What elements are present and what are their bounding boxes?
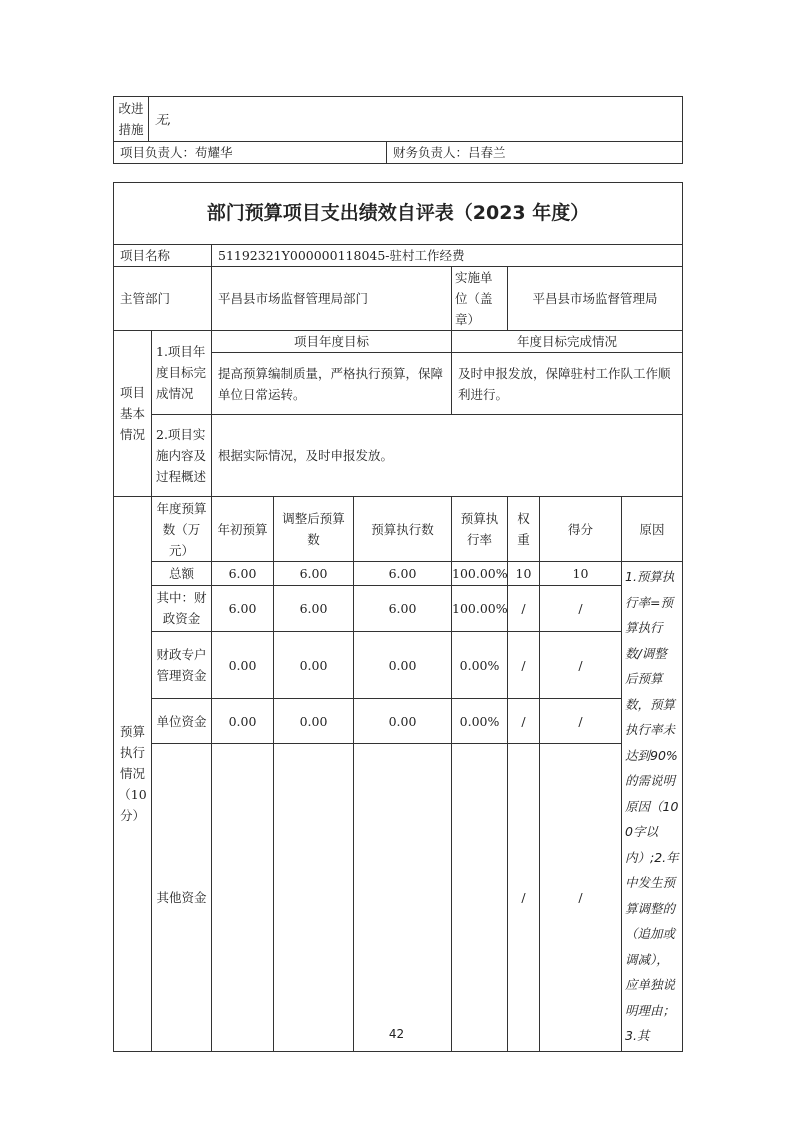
dept-label: 主管部门: [114, 267, 212, 331]
basic-info-label: 项目基本情况: [114, 331, 152, 497]
impl-unit-value: 平昌县市场监督管理局: [508, 267, 683, 331]
impl-section-label: 2.项目实施内容及过程概述: [152, 415, 212, 497]
executed-budget: 6.00: [354, 585, 452, 631]
performance-table: [113, 182, 683, 1052]
finance-lead-name: 吕春兰: [468, 145, 506, 160]
impl-unit-label: 实施单位（盖章）: [452, 267, 508, 331]
execution-rate: 100.00%: [452, 562, 508, 586]
adjusted-budget: [274, 744, 354, 1051]
improvement-table: [113, 96, 683, 164]
weight: /: [508, 585, 540, 631]
finance-lead: [387, 142, 683, 164]
execution-rate: [452, 744, 508, 1051]
initial-budget: 6.00: [212, 562, 274, 586]
weight: /: [508, 744, 540, 1051]
budget-row: [114, 699, 683, 744]
project-name-value: 51192321Y000000118045-驻村工作经费: [212, 245, 683, 267]
dept-value: 平昌县市场监督管理局部门: [212, 267, 452, 331]
budget-header-0: 年度预算数（万元）: [152, 497, 212, 562]
score: /: [540, 699, 622, 744]
annual-goal-section-label: 1.项目年度目标完成情况: [152, 331, 212, 415]
annual-goal-value: 提高预算编制质量，严格执行预算，保障单位日常运转。: [212, 353, 452, 415]
adjusted-budget: 6.00: [274, 562, 354, 586]
adjusted-budget: 0.00: [274, 631, 354, 699]
budget-section-label: 预算执行情况（10分）: [114, 497, 152, 1052]
impl-value: 根据实际情况，及时申报发放。: [212, 415, 683, 497]
improvement-value: 无,: [149, 97, 683, 142]
budget-row: [114, 585, 683, 631]
execution-rate: 0.00%: [452, 699, 508, 744]
completion-value: 及时申报发放，保障驻村工作队工作顺利进行。: [452, 353, 683, 415]
finance-lead-label: 财务负责人：: [393, 145, 469, 160]
improvement-label: 改进措施: [114, 97, 149, 142]
project-name-label: 项目名称: [114, 245, 212, 267]
reason-text: 1.预算执行率=预算执行数/调整后预算数，预算执行率未达到90%的需说明原因（100字以内）;2.年中发生预算调整的（追加或调减），应单独说明理由；3.其: [622, 562, 683, 1052]
row-label: 单位资金: [152, 699, 212, 744]
initial-budget: 0.00: [212, 631, 274, 699]
budget-header-4: 预算执行率: [452, 497, 508, 562]
weight: 10: [508, 562, 540, 586]
execution-rate: 100.00%: [452, 585, 508, 631]
row-label: 总额: [152, 562, 212, 586]
budget-header-5: 权重: [508, 497, 540, 562]
budget-header-7: 原因: [622, 497, 683, 562]
row-label: 其他资金: [152, 744, 212, 1051]
budget-header-3: 预算执行数: [354, 497, 452, 562]
initial-budget: 0.00: [212, 699, 274, 744]
budget-row: [114, 744, 683, 1051]
project-lead: [114, 142, 387, 164]
adjusted-budget: 0.00: [274, 699, 354, 744]
executed-budget: [354, 744, 452, 1051]
budget-header-6: 得分: [540, 497, 622, 562]
budget-row: [114, 562, 683, 586]
completion-header: 年度目标完成情况: [452, 331, 683, 353]
budget-row: [114, 631, 683, 699]
score: 10: [540, 562, 622, 586]
adjusted-budget: 6.00: [274, 585, 354, 631]
project-lead-name: 苟耀华: [195, 145, 233, 160]
weight: /: [508, 699, 540, 744]
executed-budget: 0.00: [354, 699, 452, 744]
execution-rate: 0.00%: [452, 631, 508, 699]
executed-budget: 0.00: [354, 631, 452, 699]
annual-goal-header: 项目年度目标: [212, 331, 452, 353]
score: /: [540, 631, 622, 699]
budget-header-1: 年初预算: [212, 497, 274, 562]
row-label: 其中：财政资金: [152, 585, 212, 631]
score: /: [540, 585, 622, 631]
page-number: 42: [388, 1027, 405, 1041]
budget-header-2: 调整后预算数: [274, 497, 354, 562]
project-lead-label: 项目负责人：: [120, 145, 196, 160]
score: /: [540, 744, 622, 1051]
executed-budget: 6.00: [354, 562, 452, 586]
weight: /: [508, 631, 540, 699]
initial-budget: 6.00: [212, 585, 274, 631]
form-title: 部门预算项目支出绩效自评表（2023 年度）: [114, 183, 683, 245]
initial-budget: [212, 744, 274, 1051]
row-label: 财政专户管理资金: [152, 631, 212, 699]
